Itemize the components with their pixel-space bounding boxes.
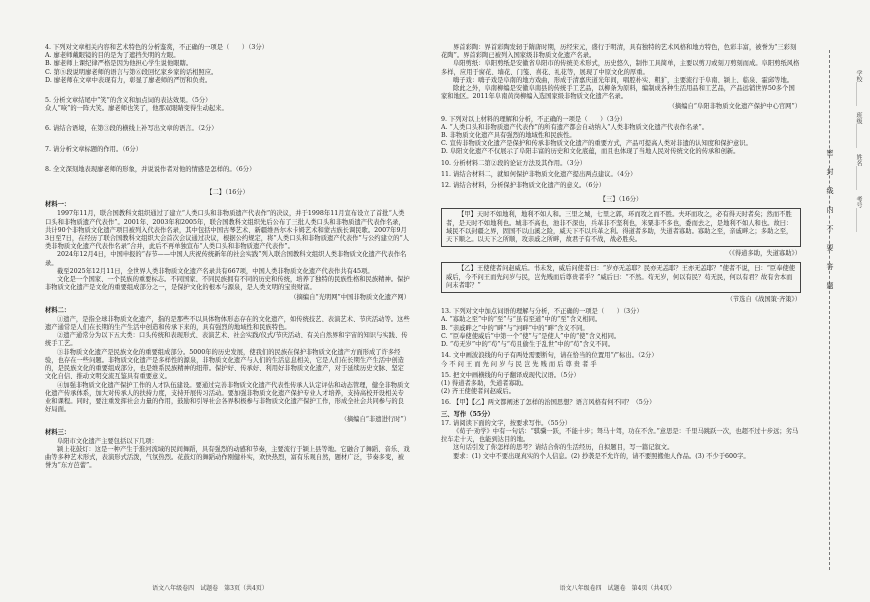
question-item [441, 171, 801, 179]
left-column [45, 44, 410, 471]
page-4-footer: 语文八年级卷四 试题卷 第4页（共4页） [559, 585, 676, 592]
question-item [45, 146, 410, 163]
question-text: 4. 下列对文章相关内容和艺术特色的分析鉴赏，不正确的一项是（ ）（3分） [45, 44, 268, 51]
seal-line-char: 不 [826, 225, 834, 233]
question-item [441, 372, 801, 397]
seal-line-labels [822, 148, 838, 300]
material-2-title: 材料二： [45, 306, 71, 314]
question-option: A. 廖老师戴眼镜的目的是为了遮挡失明的左眼。 [45, 52, 180, 60]
material-paragraph: 除此之外，阜南柳编是安徽阜南县的传统手工艺品，以柳条为原料，编制成各种生活用品和工艺品，产品远销世界50多个国家和地区。2011年阜南黄岗柳编入选国家级非物质文化遗产名录。 [441, 85, 795, 101]
answer-space [45, 113, 410, 122]
writing-passage: 《荀子·劝学》中有一句话：“骐骥一跃，不能十步；驽马十驾，功在不舍。”意思是：千里马跳跃一次，也超不过十步远；劣马拉车走十天，也能到达目的地。 [441, 427, 799, 444]
question-option: B. 廖老师上课纪律严格是因为他担心学生说他眼瞎。 [45, 60, 193, 68]
question-item [441, 308, 801, 349]
writing-requirements: 要求：(1) 文中不要出现真实的个人信息。(2) 抄袭是不允许的，请不要照搬他人作品。(3) 不少于600字。 [453, 452, 750, 460]
question-text: 9. 下列对以上材料的理解和分析，不正确的一项是（ ）（3分） [441, 115, 627, 123]
material-3-source: （摘编自“阜阳非物质文化遗产保护中心官网”） [668, 103, 801, 111]
material-2-source: （摘编自“非遗进行时”） [340, 416, 410, 424]
question-option: 今 不 问 王 而 先 问 岁 与 民 岂 先 贱 而 后 尊 贵 者 乎 [441, 360, 597, 368]
question-item [441, 160, 801, 168]
seal-line-char: 内 [826, 206, 834, 214]
seal-line-char: 密 [826, 149, 834, 157]
right-column [441, 44, 801, 461]
question-option: B. 非物质文化遗产具有强烈的地域性和民族性。 [441, 132, 576, 140]
question-item [441, 352, 801, 368]
question-option: C. 宣传非物质文化遗产是保护和传承非物质文化遗产的重要方式，产品可提高人类对非遗的认知度和保护意识。 [441, 140, 752, 148]
question-option: C. 第⑤段说明廖老师的语言与第⑥段回忆家乡家的话相照应。 [45, 68, 218, 76]
question-item [441, 182, 801, 190]
question-text: 12. 请结合材料，分析保护非物质文化遗产的意义。（6分） [441, 182, 605, 190]
material-paragraph: 颍上花鼓灯：这是一种产生于淮河流域的民间舞蹈，具有强烈的动感和节奏，主要流行于颍上县等地。它融合了舞蹈、音乐、戏曲等多种艺术形式，表演形式活泼，气氛热烈。花鼓灯的舞蹈动作刚健朴实，欢快热烈，富有乐观自然，题材广泛，节奏多变，被誉为“东方芭蕾”。 [45, 445, 410, 470]
question-text: 15. 把文中画横线的句子翻译成现代汉语。（5分） [441, 371, 580, 379]
section-3-title: 【三】（16分） [599, 196, 643, 204]
seal-line-char: 线 [826, 187, 834, 195]
question-text: 6. 请结合语境，在第③段的横线上补写出文章的语言。（2分） [45, 125, 218, 133]
material-paragraph: 阜阳市文化遗产主要包括以下几项： [57, 437, 158, 445]
seal-line-char: 答 [826, 263, 834, 271]
seal-line [829, 50, 830, 570]
material-3-title: 材料三： [45, 428, 71, 436]
material-paragraph: 嗨子戏：嗨子戏是阜南的地方戏曲，形成于清嘉庆道光年间，唱腔朴实、粗犷，主要流行于阜南、颍上、临泉、霍邱等地。 [453, 76, 794, 84]
question-option: A. “人类口头和非物质遗产代表作”的所有遗产都会自动纳入“人类非物质文化遗产代表作名录”。 [441, 123, 709, 131]
question-17: 17. 请阅读下面的文字，按要求写作。（55分） [441, 419, 572, 427]
question-option: A. “寡助之至”中的“至”与“虽有至道”中的“至”含义相同。 [441, 316, 602, 324]
passage-yi-source: （节选自《战国策·齐策》） [726, 296, 801, 304]
question-option: D. “苟无岁”中的“苟”与“苟且偷生于乱世”中的“苟”含义不同。 [441, 341, 615, 349]
seal-line-char: 封 [826, 168, 834, 176]
material-paragraph: ③非物质文化遗产是民族文化的重要组成部分。5000年的历史发展，使我们的民族在保护非物质文化遗产方面形成了许多经验，也存在一些问题。非物质文化遗产是多样性的源泉，非物质文化遗产与人们的生活息息相关，它是人们在长期生产生活中创造的，是民族文化的重要组成部分，也是维系民族精神的纽带。保护好、传承好、利用好非物质文化遗产，对于延续历史文脉、坚定文化自信、推动文明交流互鉴具有重要意义。 [45, 348, 404, 381]
question-item [441, 399, 801, 407]
exam-page-3 [0, 0, 420, 602]
question-item [45, 97, 410, 122]
student-info-fields: 学校＿＿＿＿ 班级＿＿＿＿ 姓名＿＿＿＿ 考号＿＿＿＿ [855, 70, 862, 232]
question-option: B. “亲戚畔之”中的“畔”与“河畔”中的“畔”含义不同。 [441, 324, 589, 332]
question-option: D. 廖老师在文章中表现有力，彰显了廖老师的严厉和负责。 [45, 76, 212, 84]
passage-jia: 【甲】天时不如地利，地利不如人和。三里之城，七里之郭，环而攻之而不胜。夫环而攻之，必有得天时者矣；然而不胜者，是天时不如地利也。城非不高也，池非不深也，兵革非不坚利也，米粟非不多也，委而去之，是地利不如人和也。故曰：域民不以封疆之界，固国不以山溪之险，威天下不以兵革之利。得道者多助，失道者寡助。寡助之至，亲戚畔之；多助之至，天下顺之。以天下之所顺，攻亲戚之所畔，故君子有不战，战必胜矣。 [441, 208, 801, 247]
answer-space [45, 174, 410, 183]
section-4-title: 三、写作（55分） [441, 410, 494, 418]
material-paragraph: ①遗产，是指全球非物质文化遗产，指的是那些不以具体物体形态存在的文化遗产，如传统技艺、表演艺术、节庆活动等。这些遗产通常是人们在长期的生产生活中创造和传承下来的，具有强烈的地域性和民族特色。 [45, 315, 410, 332]
binding-strip [812, 0, 870, 602]
question-text: 11. 请结合材料二，就如何保护非物质文化遗产提出两点建议。（4分） [441, 170, 637, 178]
question-text: 10. 分析材料二第②段的论证方法及其作用。（3分） [441, 159, 587, 167]
material-1-source: （摘编自“光明网”中国非物质文化遗产网） [290, 294, 410, 302]
material-paragraph: 文化是一个国家、一个民族的重要标志。不同国家、不同民族拥有不同的历史和传统，培养了独特的民族性格和民族精神。保护非物质文化遗产是文化的重要组成部分之一，是保护文化的根本与源泉，是人类文明的宝贵财富。 [45, 276, 410, 292]
question-item [441, 116, 801, 157]
question-option: C. “臣奉使使威后”中第一个“使”与“是使人”中的“使”含义相同。 [441, 332, 621, 340]
question-item [45, 125, 410, 142]
question-text: 8. 全文深刻地表现廖老师的形象，并说说作者对他的情感是怎样的。（6分） [45, 165, 256, 173]
question-option: (2) 齐王使使者问赵威后。 [441, 388, 515, 396]
material-1-title: 材料一： [45, 201, 71, 209]
writing-prompt: 这句话引发了你怎样的思考？请结合你的生活经历，自拟题目，写一篇记叙文。 [453, 444, 674, 452]
material-paragraph: ④加强非物质文化遗产保护工作的人才队伍建设。要通过完善非物质文化遗产代表性传承人认定评估和动态管理，健全非物质文化遗产传承体系，加大对传承人的扶持力度，支持开展传习活动。要加强非物质文化遗产保护专业人才培养，支持高校开设相关专业和课程。同时，要注重发挥社会力量的作用，鼓励和引导社会各界积极参与非物质文化遗产保护工作，形成全社会共同参与的良好局面。 [45, 381, 410, 414]
material-paragraph: 2024年12月4日，中国申报的“春节——中国人庆祝传统新年的社会实践”列入联合国教科文组织人类非物质文化遗产代表作名录。 [45, 251, 407, 267]
question-item [45, 44, 410, 94]
section-2-title: 【二】（16分） [206, 189, 249, 197]
material-paragraph: 1997年11月，联合国教科文组织通过了建立“人类口头和非物质遗产代表作”的决议，并于1998年11月宣布设立了首批“人类口头和非物质遗产代表作”。2001年、2003年和2005年，联合国教科文组织先后公布了三批人类口头和非物质遗产代表作名录，共计90个非物质文化遗产项目被列入代表作名录，其中包括中国古琴艺术、新疆维吾尔木卡姆艺术和蒙古族长调民歌。2007年9月3日至7日，在经历了联合国教科文组织大会首次会议通过决议，根据公约规定，将“人类口头和非物质遗产代表作”与公约建立的“人类非物质文化遗产代表作名录”合并，此后不再单独宣布“人类口头和非物质遗产代表作”。 [45, 210, 409, 251]
question-text: 14. 文中画波浪线的句子有两处需要断句，请在恰当的位置用“/”标出。（2分） [441, 352, 658, 360]
material-paragraph: 阜阳剪纸：阜阳剪纸是安徽省阜阳市的传统美术形式，历史悠久，制作工具简单，主要以剪刀或刻刀剪刻而成。阜阳剪纸风格多样，应用于窗花、墙花、门笺、喜花、礼花等，展现了中原文化的厚重。 [441, 60, 800, 76]
question-option: D. 阜阳文化遗产不仅展示了阜阳丰富的历史和文化底蕴，而且也体现了当地人民对传统文化的传承和创新。 [441, 148, 740, 156]
page-3-footer: 语文八年级卷四 试题卷 第3页（共4页） [152, 585, 268, 592]
question-text: 13. 下列对文中加点词语的理解与分析，不正确的一项是（ ）（3分） [441, 308, 643, 316]
passage-yi: 【乙】王使使者问赵威后。书未发，威后问使者曰：“岁亦无恙耶？民亦无恙耶？王亦无恙耶？”使者不说，曰：“臣奉使使威后，今不问王而先问岁与民，岂先贱而后尊贵者乎？”威后曰：“不然。苟无岁，何以有民？苟无民，何以有君？故有舍本而问末者耶？” [441, 262, 801, 293]
question-text: 5. 分析文章结尾中“笑”的含义和加点词的表达效果。（5分） [45, 97, 212, 105]
answer-space [45, 134, 410, 143]
question-text: 7. 请分析文章标题的作用。（6分） [45, 145, 143, 153]
seal-line-char: 题 [826, 282, 834, 290]
question-option: (1) 得道者多助，失道者寡助。 [441, 379, 528, 387]
passage-jia-source: （《得道多助，失道寡助》） [725, 250, 801, 258]
question-item [45, 166, 410, 183]
material-paragraph: 截至2025年12月11日，全世界人类非物质文化遗产名录共有667项，中国人类非物质文化遗产代表作共有45项。 [57, 267, 374, 275]
material-paragraph: 界首彩陶：界首彩陶发轫于隋唐时期，历经宋元，盛行于明清，具有独特的艺术风格和地方特色，色彩丰富，被誉为“三彩刻花陶”。界首彩陶已被列入国家级非物质文化遗产名录。 [441, 44, 797, 60]
answer-space [45, 154, 410, 163]
exam-page-4 [425, 0, 810, 602]
material-paragraph: ②遗产通常分为以下五大类：口头传统和表现形式、表演艺术、社会实践/仪式/节庆活动、有关自然界和宇宙的知识与实践、传统手工艺。 [45, 332, 408, 348]
answer-space [45, 85, 410, 94]
question-text: 16. 【甲】【乙】两文都阐述了怎样的治国思想？语言风格有何不同？（5分） [441, 399, 656, 407]
question-option: 众人“咴”的一阵大笑。廖老师也笑了，他那双眼睛变得生动起来。 [45, 105, 228, 113]
seal-line-char: 要 [826, 244, 834, 252]
